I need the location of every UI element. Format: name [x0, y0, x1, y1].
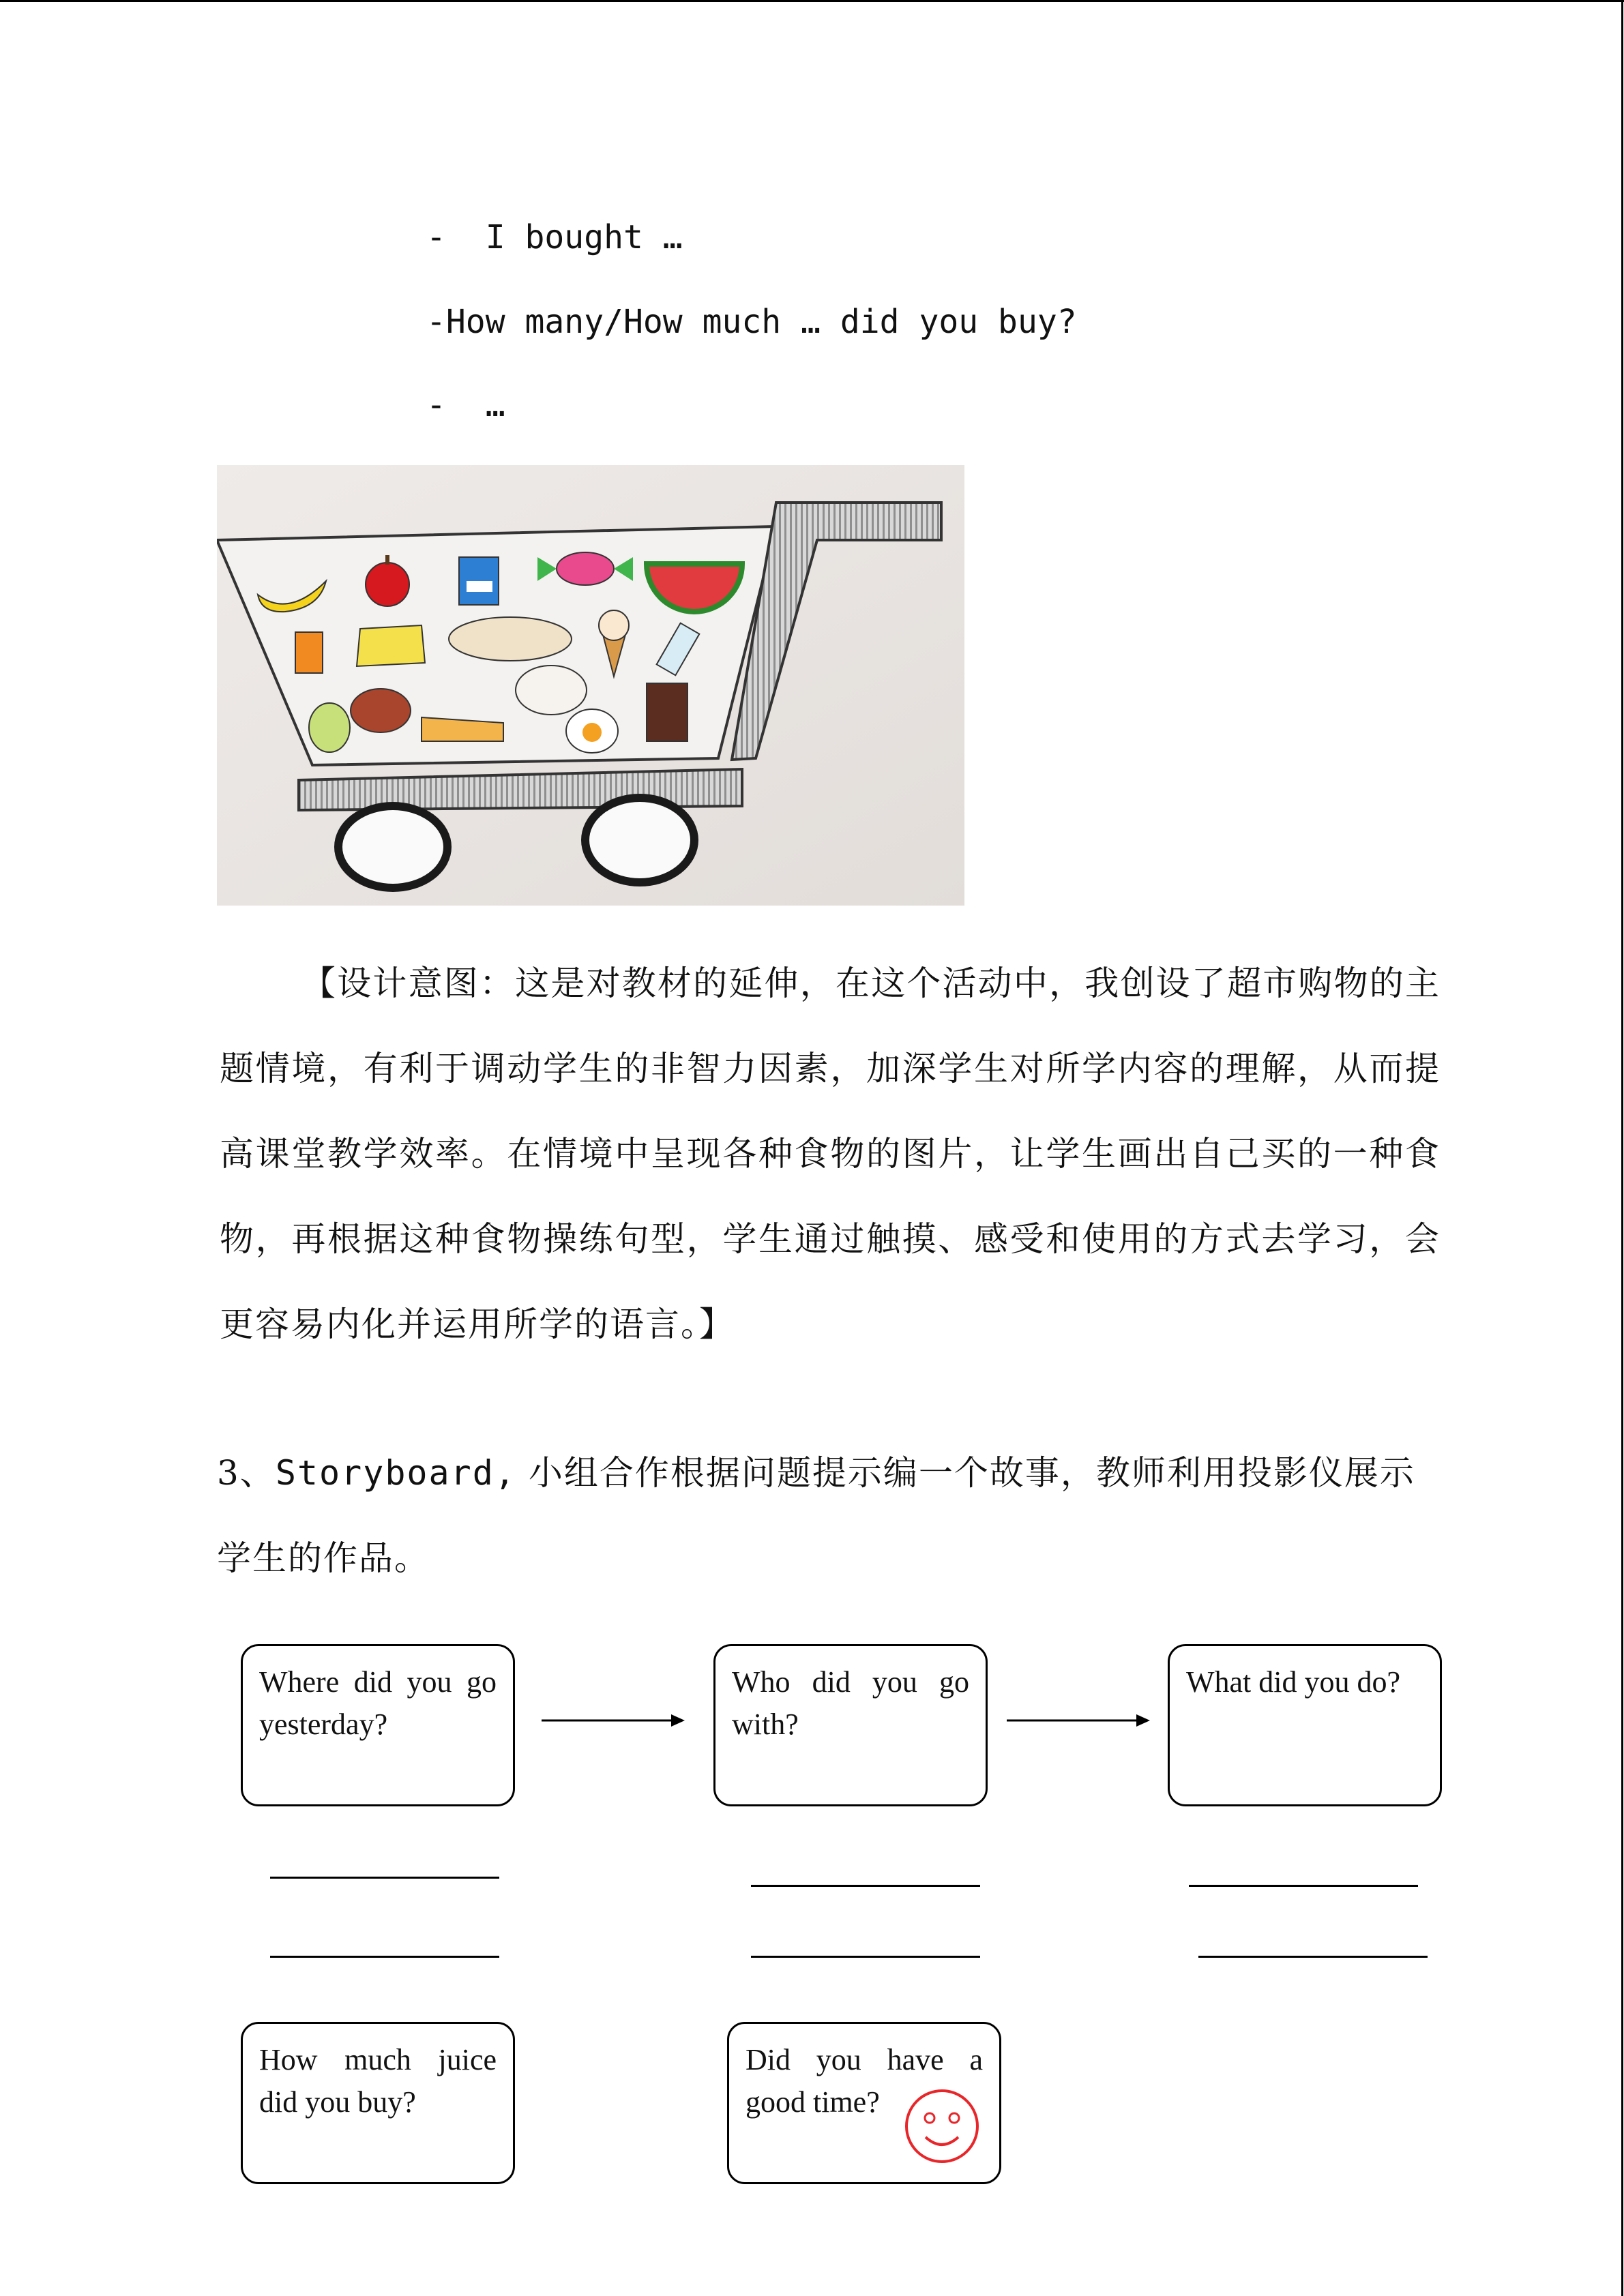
dialog-line-2: -How many/How much … did you buy?	[426, 303, 1077, 341]
storyboard-box-good-time	[727, 2022, 1001, 2184]
answer-blank[interactable]	[270, 1877, 499, 1879]
food-juice	[295, 632, 323, 673]
cart-wheel-right	[585, 798, 694, 882]
food-cheese	[357, 625, 425, 666]
food-meat	[351, 689, 411, 732]
page-top-border	[0, 0, 1624, 2]
storyboard-box-what	[1168, 1644, 1442, 1806]
design-intent-paragraph: 【设计意图：这是对教材的延伸，在这个活动中，我创设了超市购物的主题情境，有利于调动学生的非智力因素，加深学生对所学内容的理解，从而提高课堂教学效率。在情境中呈现各种食物的图片，让学生画出自己买的一种食物，再根据这种食物操练句型，学生通过触摸、感受和使用的方式去学习，会更容易内化并运用所学的语言。】	[220, 964, 1441, 1344]
answer-blank[interactable]	[1189, 1885, 1418, 1887]
food-rice	[516, 666, 587, 715]
question-good-time: Did you have a good time?	[745, 2043, 983, 2119]
food-bread	[449, 617, 572, 661]
arrow-right-icon	[542, 1710, 686, 1731]
food-pear	[309, 703, 350, 752]
question-who: Who did you go with?	[732, 1665, 969, 1741]
section-3-number: 3、	[217, 1453, 276, 1493]
question-what: What did you do?	[1186, 1665, 1401, 1699]
arrow-right-icon	[1007, 1710, 1151, 1731]
page-right-border	[1621, 0, 1623, 2296]
answer-blank[interactable]	[751, 1956, 980, 1958]
storyboard-box-who	[713, 1644, 988, 1806]
answer-blank[interactable]	[1198, 1956, 1428, 1958]
section-3-keyword: Storyboard,	[275, 1453, 516, 1493]
section-3-paragraph	[217, 1431, 1445, 1601]
storyboard-box-where	[241, 1644, 515, 1806]
answer-blank[interactable]	[751, 1885, 980, 1887]
dialog-line-1: - I bought …	[426, 218, 683, 256]
section-3-text: 小组合作根据问题提示编一个故事，教师利用投影仪展示学生的作品。	[217, 1453, 1415, 1578]
shopping-cart-photo	[217, 465, 964, 906]
cart-wheel-left	[338, 806, 447, 888]
food-milk	[459, 557, 499, 605]
question-how-much: How much juice did you buy?	[259, 2043, 497, 2119]
food-egg	[566, 709, 618, 753]
dialog-line-3: - …	[426, 386, 505, 424]
food-chocolate	[647, 683, 688, 741]
question-where: Where did you go yesterday?	[259, 1665, 497, 1741]
answer-blank[interactable]	[270, 1956, 499, 1958]
smiley-face-icon	[902, 2087, 981, 2166]
storyboard-box-how-much	[241, 2022, 515, 2184]
